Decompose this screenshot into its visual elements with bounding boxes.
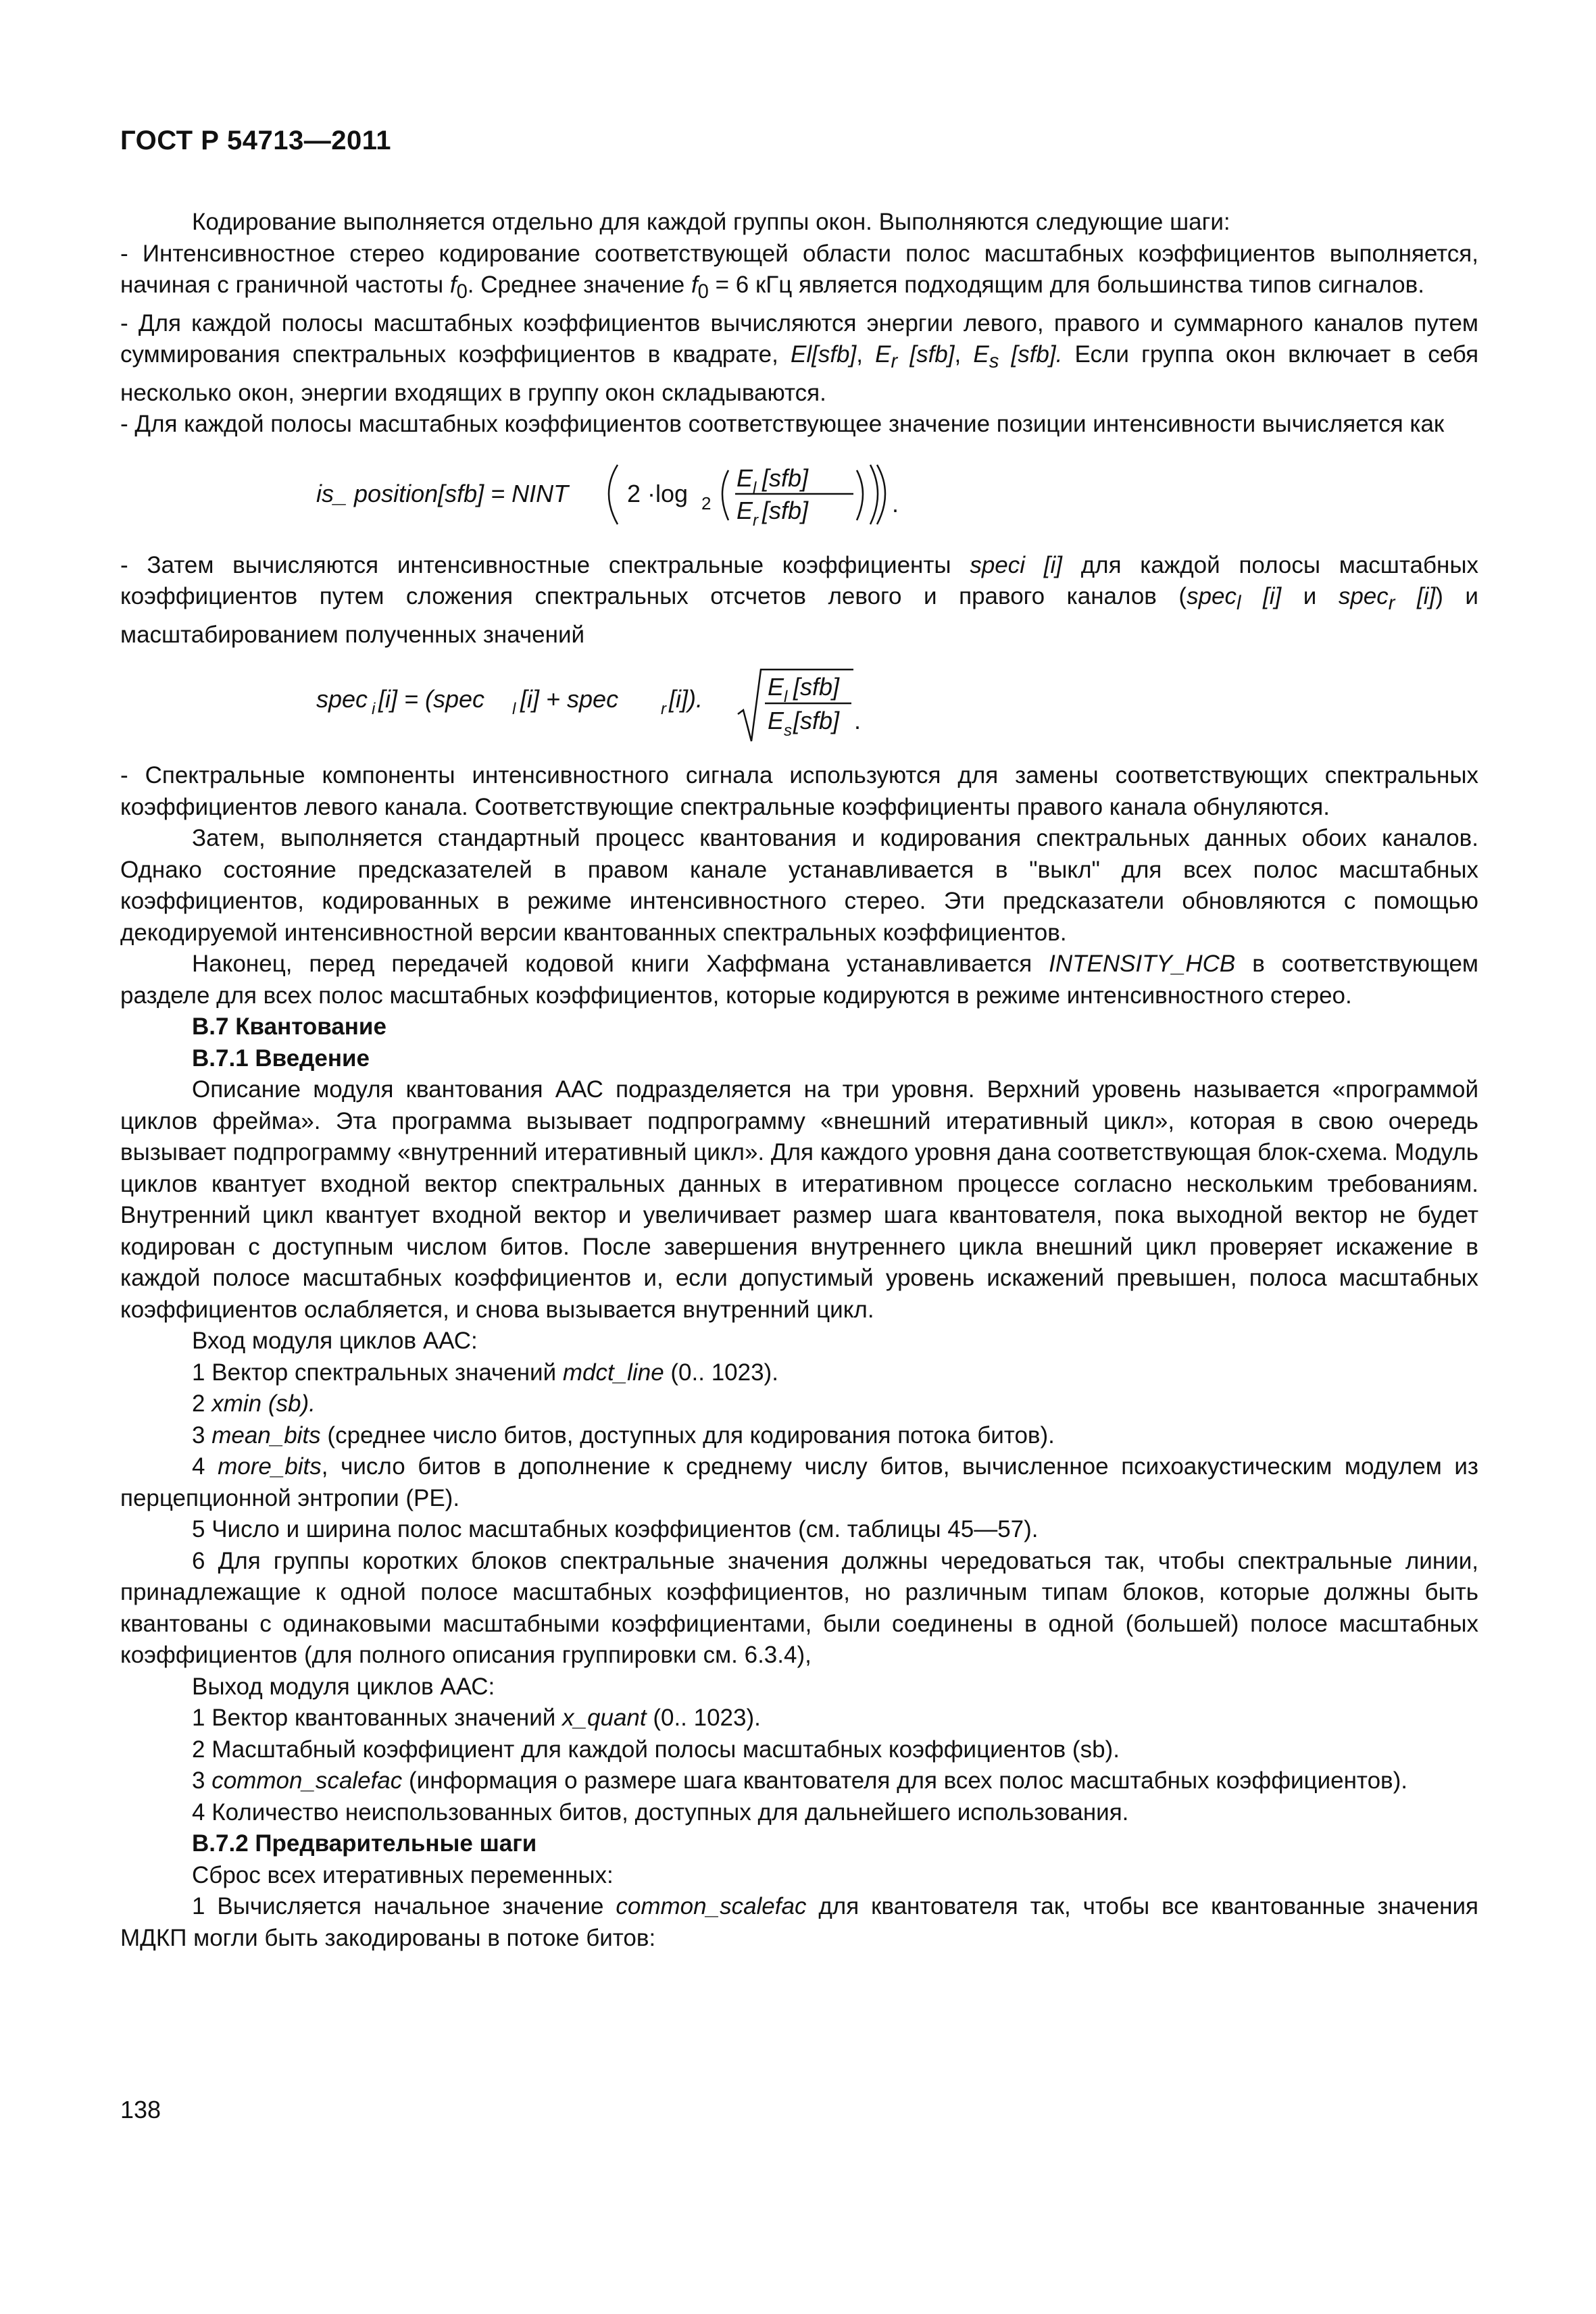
subscript: 0 (697, 281, 709, 303)
page-number: 138 (120, 2096, 161, 2123)
section-heading: В.7 Квантование (192, 1013, 386, 1040)
text: ) и масштабированием полученных значений (120, 583, 1478, 648)
symbol: xmin (sb). (211, 1390, 316, 1417)
formula-end: . (892, 489, 899, 518)
text: 5 Число и ширина полос масштабных коэффициентов (см. таблицы 45—57). (192, 1516, 1039, 1542)
symbol: mdct_line (562, 1359, 664, 1386)
paragraph (120, 1860, 1478, 1892)
formula-lhs: is_ position[sfb] = NINT (316, 479, 569, 507)
formula-spec-i (120, 655, 1478, 756)
list-item (120, 1388, 1478, 1420)
list-item (120, 1703, 1478, 1734)
text: 1 Вектор спектральных значений (192, 1359, 563, 1386)
formula2-lhs-rest: [i] = (spec (378, 685, 485, 713)
denominator-arg: [sfb] (762, 496, 809, 524)
list-item (120, 1765, 1478, 1797)
text: (среднее число битов, доступных для кодирования потока битов). (320, 1422, 1055, 1449)
text: (0.. 1023). (664, 1359, 778, 1386)
formula-svg (188, 445, 899, 546)
list-item (120, 1546, 1478, 1671)
subsection-heading: В.7.1 Введение (192, 1045, 370, 1072)
text: - Для каждой полосы масштабных коэффициентов соответствующее значение позиции интенсивности вычисляется как (120, 411, 1445, 437)
symbol-f0: f (691, 272, 698, 298)
symbol-f0: f (449, 272, 457, 298)
subscript: 0 (456, 281, 468, 303)
text: , число битов в дополнение к среднему числу битов, вычисленное психоакустическим модулем из перцепционной энтропии (PE). (120, 1453, 1478, 1511)
text: (0.. 1023). (646, 1705, 761, 1731)
formula2-den-E: E (768, 707, 784, 734)
paragraph (120, 760, 1478, 823)
subscript: l (1237, 593, 1241, 614)
formula-two-log: 2 ·log (627, 479, 689, 507)
symbol: more_bits (218, 1453, 322, 1480)
text: 2 (192, 1390, 212, 1417)
list-item (120, 1797, 1478, 1829)
symbol: spec (1187, 583, 1237, 609)
text: - Интенсивностное стерео кодирование соответствующей области полос масштабных коэффициентов выполняется, начиная с граничной частоты (120, 240, 1478, 298)
paragraph (120, 207, 1478, 238)
symbol: speci [i] (970, 551, 1062, 578)
symbol: INTENSITY_HCB (1049, 951, 1236, 977)
formula2-num-sub: l (784, 688, 788, 706)
formula2-lhs-sub: i (372, 700, 376, 718)
text: и (1281, 583, 1339, 609)
subscript: r (891, 351, 898, 372)
text: Если группа окон включает в себя несколько окон, энергии входящих в группу окон складываются. (120, 341, 1479, 406)
symbol: common_scalefac (616, 1893, 807, 1919)
text: - Для каждой полосы масштабных коэффициентов вычисляются энергии левого, правого и суммарного каналов путем суммирования спектральных коэффициентов в квадрате, (120, 309, 1478, 368)
formula-svg (188, 655, 864, 756)
formula2-num-arg: [sfb] (793, 673, 840, 701)
text: 4 (192, 1453, 218, 1480)
paragraph: - Для каждой полосы масштабных коэффициентов вычисляются энергии левого, правого и суммарного каналов путем суммирования спектральных коэффициентов в квадрате, El[sfb], $E_r$ [sfb], $E_s$ [sfb]. Если группа окон включает в себя несколько окон, энергии входящих в группу окон складываются. (120, 309, 1479, 406)
paragraph (120, 1891, 1478, 1954)
text: для квантователя так, чтобы все квантованные значения МДКП могли быть закодированы в потоке битов: (120, 1893, 1478, 1951)
text: (информация о размере шага квантователя для всех полос масштабных коэффициентов). (402, 1767, 1408, 1794)
text: Наконец, перед передачей кодовой книги Хаффмана устанавливается (192, 951, 1049, 977)
subscript: s (989, 351, 999, 372)
formula2-den-arg: [sfb] (793, 707, 840, 734)
text: Сброс всех итеративных переменных: (192, 1861, 614, 1888)
text: Затем, выполняется стандартный процесс квантования и кодирования спектральных данных обоих каналов. Однако состояние предсказателей в правом канале устанавливается в "выкл" для всех полос масштабных коэффициентов, кодированных в режиме интенсивностного стерео. Эти предсказатели обновляются с помощью декодируемой интенсивностной версии квантованных спектральных коэффициентов. (120, 825, 1478, 946)
paren-left (609, 465, 618, 524)
denominator-sub: r (753, 511, 758, 530)
paren-inner-right (857, 470, 863, 520)
body-text (120, 207, 1478, 1954)
paragraph (120, 1671, 1478, 1703)
text: 4 Количество неиспользованных битов, доступных для дальнейшего использования. (192, 1799, 1129, 1826)
list-item (120, 1357, 1478, 1389)
symbol: spec (1338, 583, 1389, 609)
formula-is-position (120, 445, 1478, 546)
symbol: [sfb]. (999, 341, 1063, 368)
paragraph (120, 1326, 1478, 1357)
paren-inner-left (722, 470, 728, 520)
symbol: E (973, 341, 989, 368)
text: 3 (192, 1767, 212, 1794)
text: 1 Вычисляется начальное значение (192, 1893, 616, 1919)
text: Вход модуля циклов ААС: (192, 1328, 478, 1354)
formula2-num-E: E (768, 673, 784, 701)
formula2-mid: [i] + spec (520, 685, 619, 713)
formula2-lhs: spec (316, 685, 368, 713)
formula2-end: . (854, 707, 862, 734)
symbol: [i] (1241, 583, 1282, 609)
text: Выход модуля циклов ААС: (192, 1673, 495, 1700)
symbol: x_quant (562, 1705, 647, 1731)
symbol: El[sfb] (790, 341, 857, 368)
numerator-E: E (737, 463, 753, 492)
symbol: common_scalefac (211, 1767, 403, 1794)
paragraph (120, 1074, 1478, 1326)
log-subscript: 2 (701, 493, 712, 513)
list-item (120, 1734, 1478, 1766)
paragraph (120, 823, 1478, 949)
formula2-l-sub: l (512, 700, 516, 718)
denominator-E: E (737, 496, 753, 524)
paragraph (120, 550, 1478, 651)
list-item (120, 1514, 1478, 1546)
list-item (120, 1451, 1478, 1514)
symbol: [sfb] (897, 341, 955, 368)
text: - Спектральные компоненты интенсивностного сигнала используются для замены соответствующих спектральных коэффициентов левого канала. Соответствующие спектральные коэффициенты правого канала обнуляются. (120, 762, 1478, 820)
formula2-r-sub: r (661, 700, 666, 718)
text: для каждой полосы масштабных коэффициентов путем сложения спектральных отсчетов левого и правого каналов ( (120, 551, 1479, 609)
paragraph (120, 409, 1478, 441)
symbol: [i] (1395, 583, 1436, 609)
numerator-arg: [sfb] (762, 463, 809, 492)
formula2-tail: [i]). (669, 685, 703, 713)
text: - Затем вычисляются интенсивностные спектральные коэффициенты (120, 551, 970, 578)
text: 2 Масштабный коэффициент для каждой полосы масштабных коэффициентов (sb). (192, 1736, 1120, 1763)
paragraph (120, 949, 1478, 1011)
numerator-sub: l (753, 478, 757, 497)
formula2-den-sub: s (784, 722, 792, 740)
text: 3 (192, 1422, 212, 1449)
symbol: E (875, 341, 891, 368)
text: Описание модуля квантования ААС подразделяется на три уровня. Верхний уровень называется «программой циклов фрейма». Эта программа вызывает подпрограмму «внешний итеративный цикл», которая в свою очередь вызывает подпрограмму «внутренний итеративный цикл». Для каждого уровня дана соответствующая блок-схема. Модуль циклов квантует входной вектор спектральных данных в итеративном процессе согласно нескольким требованиям. Внутренний цикл квантует входной вектор и увеличивает размер шага квантователя, пока выходной вектор не будет кодирован с доступным числом битов. После завершения внутреннего цикла внешний цикл проверяет искажение в каждой полосе масштабных коэффициентов и, если допустимый уровень искажений превышен, полоса масштабных коэффициентов ослабляется, и снова вызывается внутренний цикл. (120, 1076, 1478, 1323)
text: Кодирование выполняется отдельно для каждой группы окон. Выполняются следующие шаги: (192, 209, 1230, 235)
subsection-heading: В.7.2 Предварительные шаги (192, 1830, 537, 1857)
text: в соответствующем разделе для всех полос масштабных коэффициентов, которые кодируются в режиме интенсивностного стерео. (120, 951, 1478, 1009)
text: . Среднее значение (467, 272, 691, 298)
text: = 6 кГц является подходящим для большинства типов сигналов. (708, 272, 1424, 298)
text: 1 Вектор квантованных значений (192, 1705, 563, 1731)
paragraph (120, 238, 1478, 308)
subscript: r (1388, 593, 1395, 614)
list-item (120, 1420, 1478, 1452)
document-header: ГОСТ Р 54713—2011 (120, 126, 391, 155)
paren-right-1 (870, 465, 878, 524)
symbol: mean_bits (211, 1422, 321, 1449)
text: 6 Для группы коротких блоков спектральные значения должны чередоваться так, чтобы спектральные линии, принадлежащие к одной полосе масштабных коэффициентов, но различным типам блоков, которые должны быть квантованы с одинаковыми масштабными коэффициентами, были соединены в одной (большей) полосе масштабных коэффициентов (для полного описания группировки см. 6.3.4), (120, 1547, 1478, 1668)
